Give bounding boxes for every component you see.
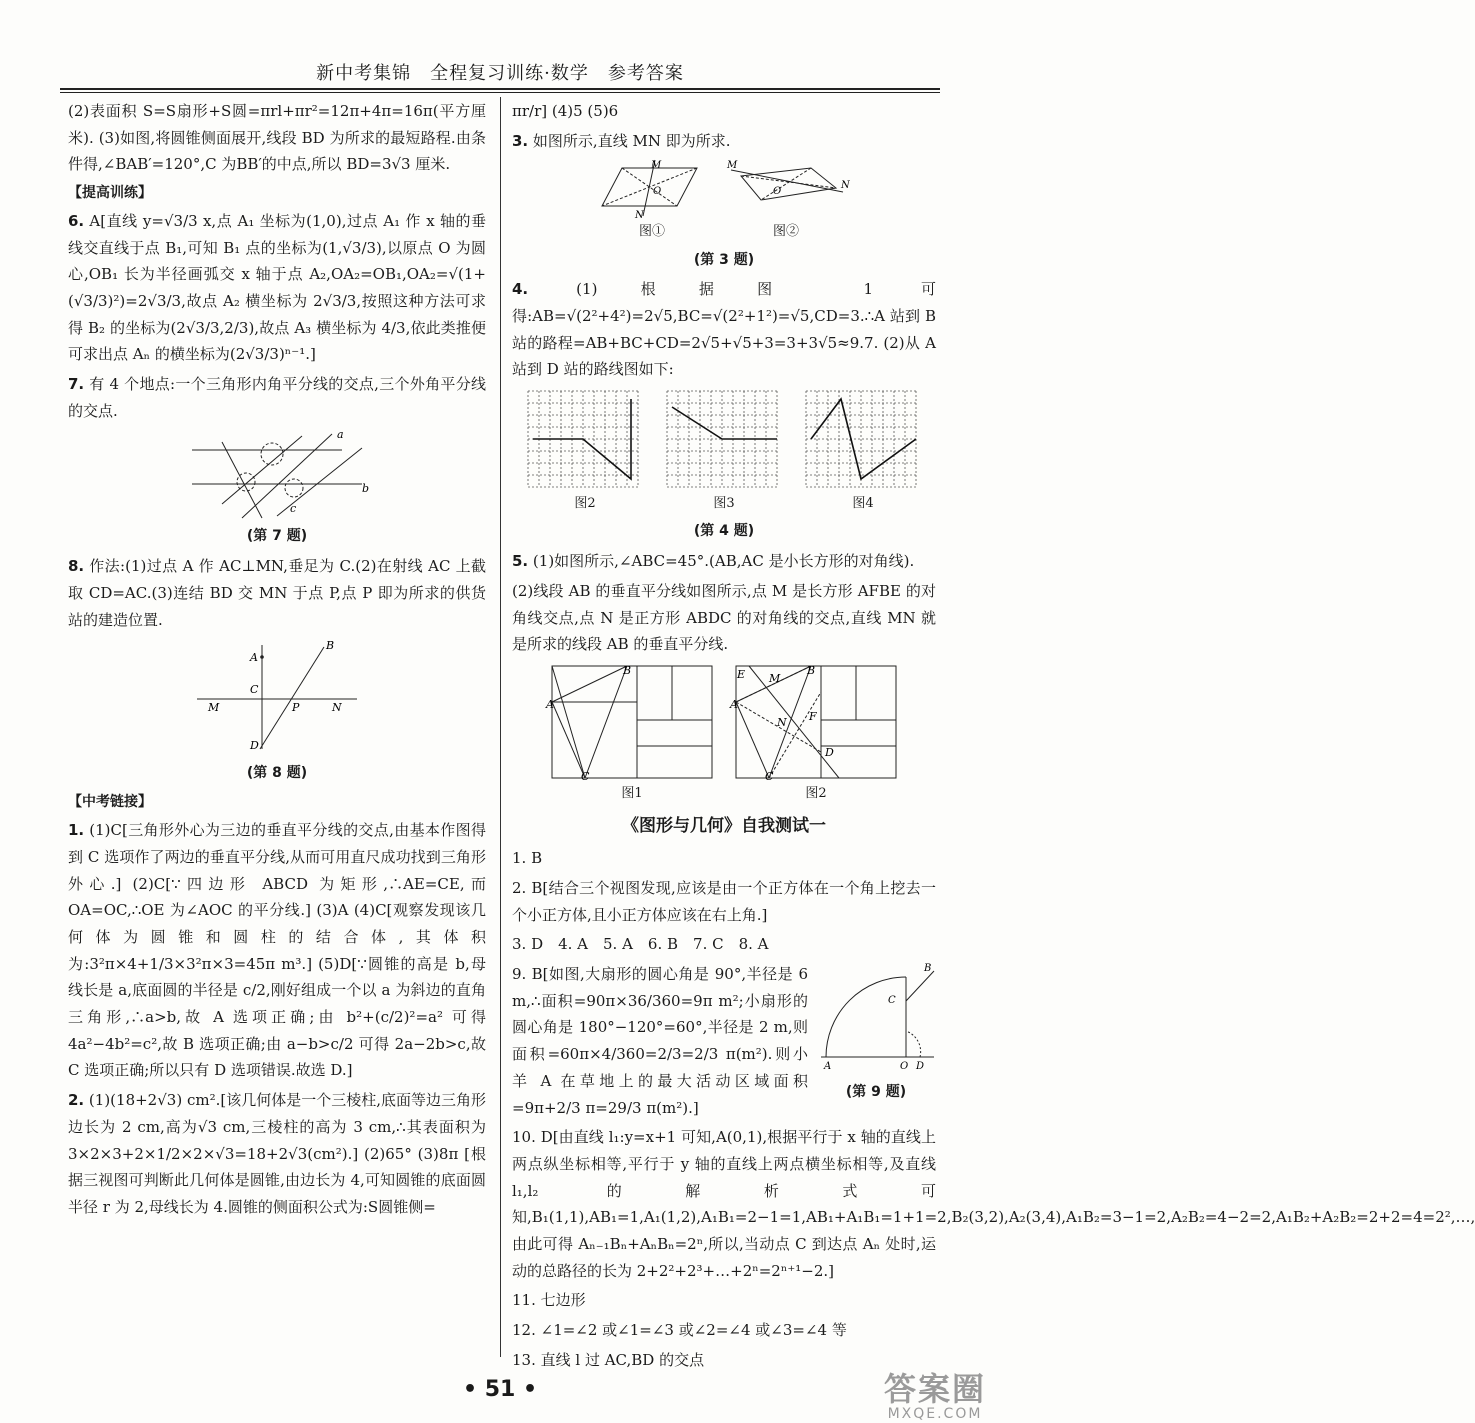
figure-q4 bbox=[512, 387, 936, 515]
sector-diagram bbox=[816, 961, 936, 1071]
figure-q8 bbox=[68, 637, 486, 757]
figure-label: 图1 bbox=[621, 785, 643, 801]
svg-text:D: D bbox=[825, 745, 834, 759]
svg-text:O: O bbox=[773, 186, 782, 198]
test-answer-12: 12. ∠1=∠2 或∠1=∠3 或∠2=∠4 或∠3=∠4 等 bbox=[512, 1321, 847, 1339]
test-answer-9-block bbox=[512, 961, 936, 1124]
figure-caption-8: (第 8 题) bbox=[246, 765, 308, 782]
svg-text:M: M bbox=[769, 671, 781, 685]
svg-text:C: C bbox=[765, 769, 774, 783]
self-test-title: 《图形与几何》自我测试一 bbox=[622, 816, 826, 837]
svg-text:A: A bbox=[730, 697, 738, 711]
question-5a-text: (1)如图所示,∠ABC=45°.(AB,AC 是小长方形的对角线). bbox=[532, 552, 915, 571]
figure-q5 bbox=[512, 662, 936, 805]
question-number: 5. bbox=[512, 552, 529, 571]
surface-area-text: (2)表面积 S=S扇形+S圆=πrl+πr²=12π+4π=16π(平方厘米). (3)如图,将圆锥侧面展开,线段 BD 为所求的最短路程.由条件得,∠BAB′=120°,C 为BB′的中点,所以 BD=3√3 厘米. bbox=[68, 102, 486, 174]
svg-text:A: A bbox=[250, 651, 258, 665]
svg-text:C: C bbox=[581, 769, 590, 783]
label-c: c bbox=[290, 502, 297, 516]
watermark-url: MXQE.COM bbox=[887, 1406, 983, 1423]
svg-text:M: M bbox=[651, 160, 662, 172]
question-number: 6. bbox=[68, 211, 85, 230]
test-answer-9: 9. B[如图,大扇形的圆心角是 90°,半径是 6 m,∴面积=90π×36/360=9π m²;小扇形的圆心角是 180°−120°=60°,半径是 2 m,则面积=60π×4/360=2/3=2/3 π(m²).则小羊 A 在草地上的最大活动区域面积=9π+2/3 π=29/3 π(m²).] bbox=[512, 965, 808, 1117]
watermark-title: 答案圈 bbox=[883, 1370, 986, 1408]
figure-q5-2 bbox=[731, 662, 901, 805]
supply-station-diagram bbox=[192, 637, 362, 757]
route-grid-4 bbox=[801, 387, 926, 492]
figure-q5-1 bbox=[547, 662, 717, 805]
figure-label: 图2 bbox=[574, 496, 596, 512]
left-column bbox=[68, 98, 486, 1360]
figure-q9 bbox=[816, 961, 936, 1124]
link-question-2 bbox=[68, 1087, 486, 1220]
header-rule bbox=[60, 88, 940, 90]
question-6-text: A[直线 y=√3/3 x,点 A₁ 坐标为(1,0),过点 A₁ 作 x 轴的垂线交直线于点 B₁,可知 B₁ 点的坐标为(1,√3/3),以原点 O 为圆心,OB₁ 长为半径画弧交 x 轴于点 A₂,OA₂=OB₁,OA₂=√(1+(√3/3)²)=2√3/3,故点 A₂ 横坐标为 2√3/3,按照这种方法可求得 B₂ 的坐标为(2√3/3,2/3),故点 A₃ 横坐标为 4/3,依此类推便可求出点 Aₙ 的横坐标为(2√3/3)ⁿ⁻¹.] bbox=[68, 211, 486, 364]
svg-text:C: C bbox=[250, 683, 259, 697]
figure-label: 图4 bbox=[852, 496, 874, 512]
link-question-2-text: (1)(18+2√3) cm².[该几何体是一个三棱柱,底面等边三角形边长为 2 cm,高为√3 cm,三棱柱的高为 3 cm,∴其表面积为 3×2×3+2×1/2×2×√3=18+2√3(cm²).] (2)65° (3)8π [根据三视图可判断此几何体是圆锥,由边长为 4,可知圆锥的底面圆半径 r 为 2,母线长为 4.圆锥的侧面积公式为:S圆锥侧= bbox=[68, 1091, 486, 1216]
route-grid-2 bbox=[523, 387, 648, 492]
column-divider bbox=[500, 97, 501, 1357]
section-improve-heading: 【提高训练】 bbox=[68, 185, 152, 202]
question-3 bbox=[512, 128, 936, 155]
question-number: 4. bbox=[512, 280, 529, 299]
right-column bbox=[512, 98, 1475, 1369]
test-answer-11: 11. 七边形 bbox=[512, 1291, 586, 1310]
svg-text:B: B bbox=[326, 639, 335, 653]
question-number: 8. bbox=[68, 557, 85, 576]
watermark-logo bbox=[884, 1372, 986, 1423]
rectangle-diagram-2 bbox=[731, 662, 901, 782]
question-number: 3. bbox=[512, 131, 529, 150]
figure-caption-3: (第 3 题) bbox=[693, 251, 755, 268]
figure-q4-3 bbox=[662, 387, 787, 515]
link-question-1-text: (1)C[三角形外心为三边的垂直平分线的交点,由基本作图得到 C 选项作了两边的垂直平分线,从而可用直尺成功找到三角形外心.] (2)C[∵四边形 ABCD 为矩形,∴AE=CE,而 OA=OC,∴OE 为∠AOC 的平分线.] (3)A (4)C[观察发现该几何体为圆锥和圆柱的结合体,其体积为:3²π×4+1/3×3²π×3=45π m³.] (5)D[∵圆锥的高是 b,母线长是 a,底面圆的半径是 c/2,刚好组成一个以 a 为斜边的直角三角形,∴a>b,故 A 选项正确;由 b²+(c/2)²=a² 可得 4a²−4b²=c²,故 B 选项正确;由 a−b>c/2 可得 2a−2b>c,故 C 选项正确;所以只有 D 选项错误.故选 D.] bbox=[68, 821, 486, 1080]
svg-text:M: M bbox=[208, 701, 220, 715]
svg-text:O: O bbox=[900, 1061, 909, 1073]
angle-bisector-diagram bbox=[182, 428, 372, 520]
section-exam-link-heading: 【中考链接】 bbox=[68, 794, 152, 811]
header-rule-thin bbox=[60, 92, 940, 93]
question-8 bbox=[68, 553, 486, 633]
figure-label: 图3 bbox=[713, 496, 735, 512]
svg-text:C: C bbox=[888, 995, 896, 1007]
question-number: 2. bbox=[68, 1091, 85, 1110]
svg-text:E: E bbox=[737, 667, 746, 681]
question-4-text: (1)根据图 1 可得:AB=√(2²+4²)=2√5,BC=√(2²+1²)=√5,CD=3.∴A 站到 B 站的路程=AB+BC+CD=2√5+√5+3=3+3√5≈9.7. (2)从 A 站到 D 站的路线图如下: bbox=[512, 280, 936, 379]
svg-text:N: N bbox=[841, 180, 850, 192]
question-7 bbox=[68, 371, 486, 424]
parallelogram-diagram-2 bbox=[721, 158, 851, 220]
test-answer-10: 10. D[由直线 l₁:y=x+1 可知,A(0,1),根据平行于 x 轴的直线上两点纵坐标相等,平行于 y 轴的直线上两点横坐标相等,及直线 l₁,l₂ 的解析式可知,B₁(1,1),AB₁=1,A₁(1,2),A₁B₁=2−1=1,AB₁+A₁B₁=1+1=2,B₂(3,2),A₂(3,4),A₁B₂=3−1=2,A₂B₂=4−2=2,A₁B₂+A₂B₂=2+2=4=2²,…,由此可得 Aₙ₋₁Bₙ+AₙBₙ=2ⁿ,所以,当动点 C 到达点 Aₙ 处时,运动的总路径的长为 2+2²+2³+…+2ⁿ=2ⁿ⁺¹−2.] bbox=[512, 1128, 1475, 1280]
svg-text:B: B bbox=[807, 663, 816, 677]
figure-q7 bbox=[68, 428, 486, 520]
question-number: 1. bbox=[68, 821, 85, 840]
svg-text:A: A bbox=[824, 1061, 832, 1073]
figure-caption-4: (第 4 题) bbox=[693, 523, 755, 540]
figure-label: 图2 bbox=[805, 785, 827, 801]
page-header: 新中考集锦 全程复习训练·数学 参考答案 bbox=[316, 63, 684, 84]
svg-text:P: P bbox=[292, 701, 300, 715]
route-grid-3 bbox=[662, 387, 787, 492]
figure-q3 bbox=[512, 158, 936, 243]
test-answer-2: 2. B[结合三个视图发现,应该是由一个正方体在一个角上挖去一个小正方体,且小正方体应该在右上角.] bbox=[512, 879, 936, 924]
figure-caption-9: (第 9 题) bbox=[845, 1083, 907, 1100]
link-question-1 bbox=[68, 817, 486, 1084]
test-answer-13: 13. 直线 l 过 AC,BD 的交点 bbox=[512, 1350, 705, 1369]
svg-text:D: D bbox=[916, 1061, 925, 1073]
test-answer-1: 1. B bbox=[512, 849, 543, 868]
label-a: a bbox=[337, 428, 344, 442]
figure-label: 图② bbox=[772, 224, 799, 240]
svg-text:N: N bbox=[777, 715, 787, 729]
continued-text: πr/r] (4)5 (5)6 bbox=[512, 102, 619, 120]
svg-text:B: B bbox=[623, 663, 632, 677]
question-5 bbox=[512, 548, 936, 575]
figure-q3-1 bbox=[597, 158, 707, 243]
figure-label: 图① bbox=[638, 224, 665, 240]
svg-text:A: A bbox=[546, 697, 554, 711]
svg-text:O: O bbox=[653, 186, 662, 198]
question-5b-text: (2)线段 AB 的垂直平分线如图所示,点 M 是长方形 AFBE 的对角线交点,点 N 是正方形 ABDC 的对角线的交点,直线 MN 就是所求的线段 AB 的垂直平分线. bbox=[512, 581, 936, 654]
svg-text:F: F bbox=[809, 709, 817, 723]
route-path bbox=[672, 407, 777, 439]
figure-caption-7: (第 7 题) bbox=[246, 528, 308, 545]
page-number: • 51 • bbox=[462, 1377, 538, 1402]
svg-text:N: N bbox=[635, 210, 644, 222]
svg-text:N: N bbox=[332, 701, 342, 715]
question-8-text: 作法:(1)过点 A 作 AC⊥MN,垂足为 C.(2)在射线 AC 上截取 CD=AC.(3)连结 BD 交 MN 于点 P,点 P 即为所求的供货站的建造位置. bbox=[68, 557, 486, 629]
question-number: 7. bbox=[68, 375, 85, 394]
svg-text:B: B bbox=[924, 963, 932, 975]
question-3-text: 如图所示,直线 MN 即为所求. bbox=[532, 131, 731, 150]
rectangle-diagram-1 bbox=[547, 662, 717, 782]
question-4 bbox=[512, 276, 936, 383]
figure-q4-2 bbox=[523, 387, 648, 515]
svg-text:M: M bbox=[727, 160, 738, 172]
point-a bbox=[260, 656, 264, 660]
test-answers-3-8: 3. D 4. A 5. A 6. B 7. C 8. A bbox=[512, 935, 769, 954]
question-7-text: 有 4 个地点:一个三角形内角平分线的交点,三个外角平分线的交点. bbox=[68, 375, 486, 420]
figure-q3-2 bbox=[721, 158, 851, 243]
parallelogram-diagram-1 bbox=[597, 158, 707, 220]
question-6 bbox=[68, 208, 486, 368]
svg-text:D: D bbox=[250, 739, 259, 753]
figure-q4-4 bbox=[801, 387, 926, 515]
label-b: b bbox=[362, 482, 370, 496]
